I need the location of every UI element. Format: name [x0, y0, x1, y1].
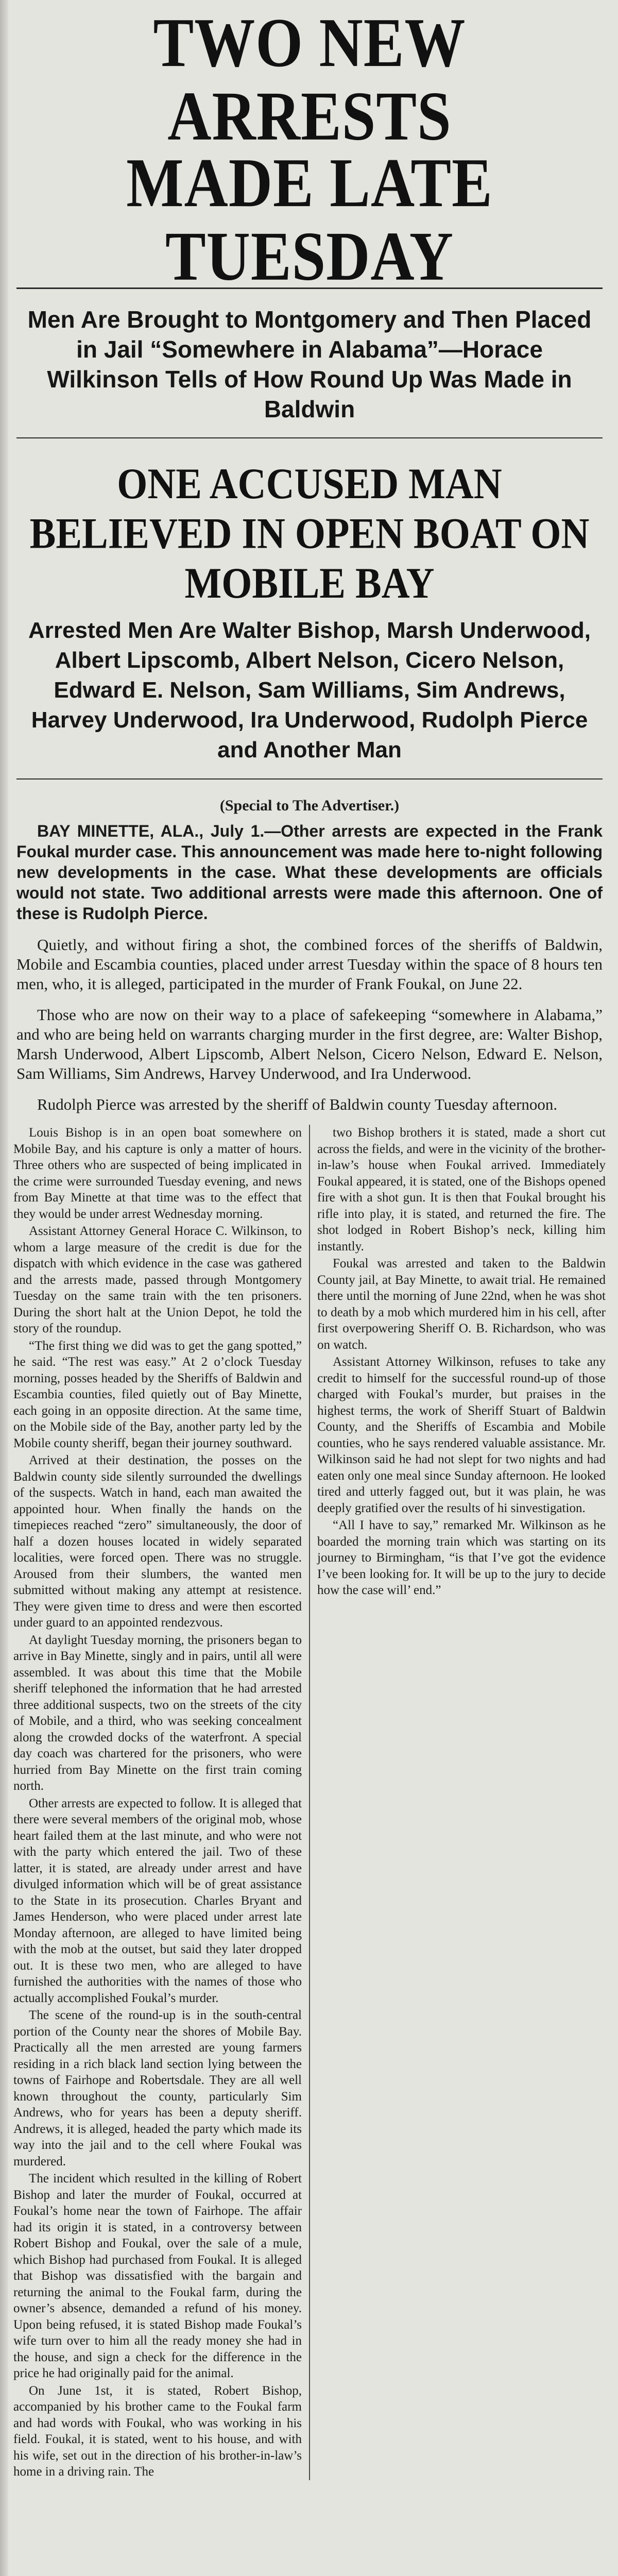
headline-line-1: TWO NEW ARRESTS: [153, 4, 466, 155]
body-paragraph: The incident which resulted in the killing of Robert Bishop and later the murder of Foukal, occurred at Foukal’s home near the town of Fairhope. The affair had its origin it is stated, in a controversy between Robert Bishop and Foukal, over the sale of a mule, which Bishop had purchased from Foukal. It is alleged that Bishop was dissatisfied with the bargain and returning the animal to the Foukal farm, during the owner’s absence, demanded a refund of his money. Upon being refused, it is stated Bishop made Foukal’s wife turn over to him all the ready money she had in the house, and sign a check for the difference in the price he had originally paid for the animal.: [13, 2172, 302, 2380]
body-paragraph: Arrived at their destination, the posses on the Baldwin county side silently surrounded the dwellings of the suspects. Watch in hand, each man awaited the appointed hour. When finally the hands on the timepieces reached “zero” simultaneously, the door of half a dozen houses located in widely separated localities, were forced open. There was no struggle. Aroused from their slumbers, the wanted men submitted without making any attempt at resistence. They were given time to dress and were then escorted under guard to an appointed rendezvous.: [13, 1453, 302, 1630]
body-paragraph: Foukal was arrested and taken to the Baldwin County jail, at Bay Minette, to await trial. He remained there until the morning of June 22nd, when he was shot to death by a mob which murdered him in his cell, after first overpowering Sheriff O. B. Richardson, who was on watch.: [317, 1257, 606, 1352]
body-columns: [13, 1125, 606, 2480]
lead-text: —Other arrests are expected in the Frank Foukal murder case. This announcement was made here to-night following new developments in the case. What these developments are officials would not state. Two additional arrests were made this afternoon. One of these is Rudolph Pierce.: [16, 822, 603, 923]
body-paragraph: Assistant Attorney Wilkinson, refuses to take any credit to himself for the successful round-up of those charged with Foukal’s murder, but praises in the highest terms, the work of Sheriff Stuart of Baldwin County, and the Sheriffs of Escambia and Mobile counties, who he says rendered valuable assistance. Mr. Wilkinson said he had not slept for two nights and had eaten only one meal since Sunday afternoon. He looked tired and utterly fagged out, but it was plain, he was deeply gratified over the results of hi sinvestigation.: [317, 1355, 606, 1515]
wide-paragraph: Those who are now on their way to a place of safekeeping “somewhere in Alabama,” and who are being held on warrants charging murder in the first degree, are: Walter Bishop, Marsh Underwood, Albert Lipscomb, Albert Nelson, Cicero Nelson, Edward E. Nelson, Sam Williams, Sim Andrews, Harvey Underwood, and Ira Underwood.: [16, 1006, 603, 1082]
body-paragraph: “All I have to say,” remarked Mr. Wilkinson as he boarded the morning train which was starting on its journey to Birmingham, “is that I’ve got the evidence I’ve been looking for. It will be up to the jury to decide how the case will’ end.”: [317, 1518, 606, 1597]
column-rule: [309, 1125, 310, 2480]
column-right: [317, 1125, 606, 2480]
column-left: [13, 1125, 302, 2480]
wide-paragraph: Rudolph Pierce was arrested by the sheriff of Baldwin county Tuesday afternoon.: [37, 1095, 558, 1113]
body-paragraph: The scene of the round-up is in the south-central portion of the County near the shores of Mobile Bay. Practically all the men arrested are young farmers residing in a rich black land section lying between the towns of Fairhope and Robertsdale. They are all well known throughout the county, particularly Sim Andrews, who for years has been a deputy sheriff. Andrews, it is alleged, headed the party which made its way into the jail and to the cell where Foukal was murdered.: [13, 2008, 302, 2168]
wide-paragraph: Quietly, and without firing a shot, the combined forces of the sheriffs of Baldwin, Mobile and Escambia counties, placed under arrest Tuesday within the space of 8 hours ten men, who, it is alleged, participated in the murder of Frank Foukal, on June 22.: [16, 936, 603, 993]
page-edge: [0, 0, 8, 2576]
deck-headline-2: Arrested Men Are Walter Bishop, Marsh Underwood, Albert Lipscomb, Albert Nelson, Cicero Nelson, Edward E. Nelson, Sam Williams, Sim Andrews, Harvey Underwood, Ira Underwood, Rudolph Pierce and Another Man: [28, 618, 591, 762]
body-paragraph: Louis Bishop is in an open boat somewhere on Mobile Bay, and his capture is only a matter of hours. Three others who are suspected of being implicated in the crime were surrounded Tuesday evening, and news from Bay Minette at that time was to the effect that they would be under arrest Wednesday morning.: [13, 1126, 302, 1221]
deck-rule-2: [16, 778, 603, 779]
body-paragraph: Assistant Attorney General Horace C. Wilkinson, to whom a large measure of the credit is due for the dispatch with which evidence in the case was gathered and the arrests made, passed through Montgomery Tuesday on the same train with the ten prisoners. During the short halt at the Union Depot, he told the story of the roundup.: [13, 1224, 302, 1335]
lead-paragraph: [16, 821, 603, 924]
body-paragraph: Other arrests are expected to follow. It is alleged that there were several members of the original mob, whose heart failed them at the last minute, and who were not with the party which entered the jail. Two of these latter, it is stated, are already under arrest and have divulged information which will be of great assistance to the State in its prosecution. Charles Bryant and James Henderson, who were placed under arrest late Monday afternoon, are alleged to have limited being with the mob at the outset, but said they later dropped out. It is these two men, who are alleged to have furnished the authorities with the names of those who actually accomplished Foukal’s murder.: [13, 1796, 302, 2005]
headline-line-2: MADE LATE TUESDAY: [126, 144, 493, 295]
article: [11, 6, 608, 2480]
body-paragraph: On June 1st, it is stated, Robert Bishop, accompanied by his brother came to the Foukal farm and had words with Foukal, who was working in his field. Foukal, it is stated, went to his house, and with his wife, set out in the direction of his brother-in-law’s home in a driving rain. The: [13, 2383, 302, 2479]
subhead: ONE ACCUSED MAN BELIEVED IN OPEN BOAT ON MOBILE BAY: [29, 460, 590, 607]
byline: (Special to The Advertiser.): [219, 797, 400, 814]
body-paragraph: At daylight Tuesday morning, the prisoners began to arrive in Bay Minette, singly and in pairs, until all were assembled. It was about this time that the Mobile sheriff telephoned the information that he had arrested three additional suspects, two on the streets of the city of Mobile, and a third, who was seeking concealment along the crowded docks of the waterfront. A special day coach was chartered for the prisoners, who were hurried from Bay Minette on the first train coming north.: [13, 1633, 302, 1793]
dateline: BAY MINETTE, ALA., July 1.: [37, 822, 265, 840]
deck-headline-1: Men Are Brought to Montgomery and Then Placed in Jail “Somewhere in Alabama”—Horace Wilkinson Tells of How Round Up Was Made in Baldwin: [27, 306, 592, 422]
body-paragraph: “The first thing we did was to get the gang spotted,” he said. “The rest was easy.” At 2 o’clock Tuesday morning, posses headed by the Sheriffs of Baldwin and Escambia counties, filed quietly out of Bay Minette, each going in an opposite direction. At the same time, on the Mobile side of the Bay, another party led by the Mobile county sheriff, began their journey southward.: [13, 1338, 302, 1450]
deck-rule-1: [16, 437, 603, 438]
body-paragraph: two Bishop brothers it is stated, made a short cut across the fields, and were in the vicinity of the brother-in-law’s house when Foukal arrived. Immediately Foukal appeared, it is stated, one of the Bishops opened fire with a shot gun. It is then that Foukal brought his rifle into play, it is stated, and returned the fire. The shot lodged in Robert Bishop’s neck, killing him instantly.: [317, 1126, 606, 1253]
